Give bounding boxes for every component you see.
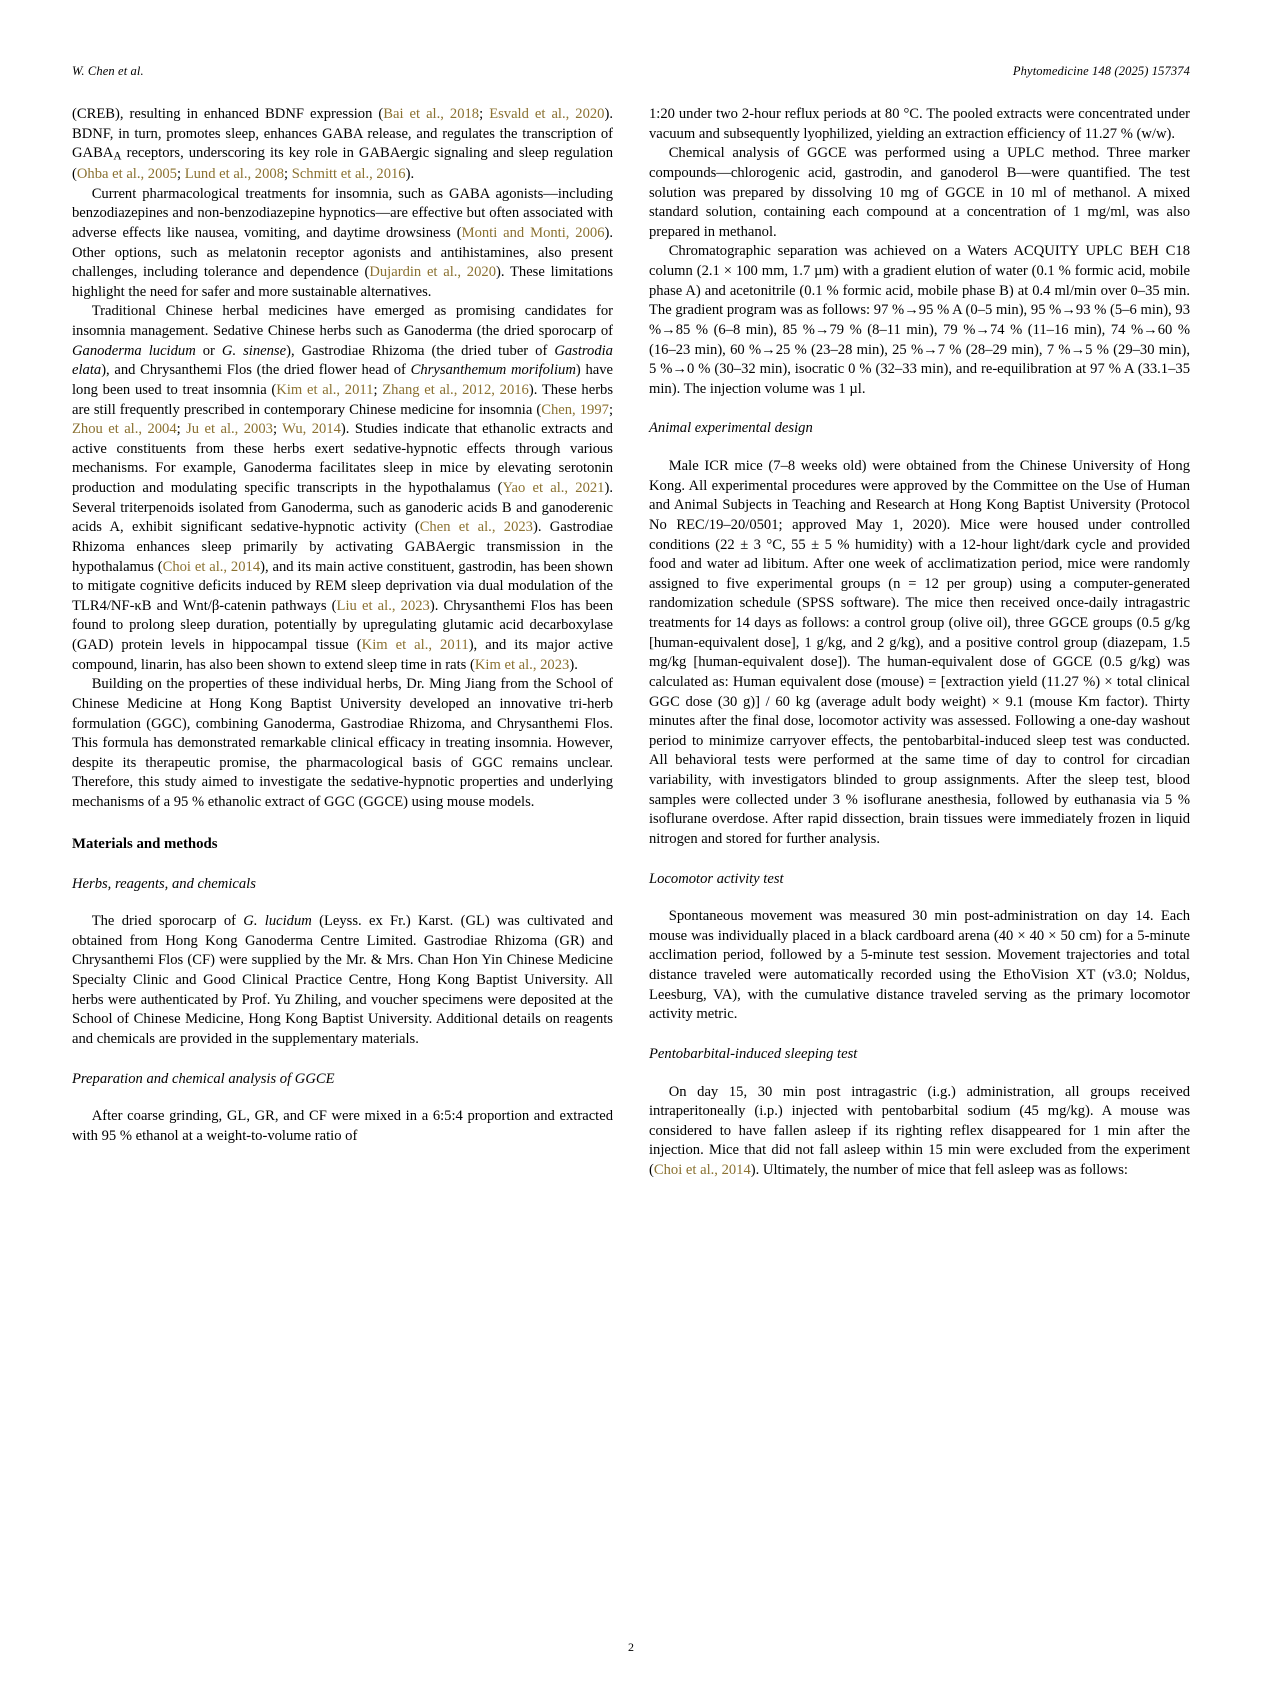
subsection-heading-animal-experimental-design: Animal experimental design: [649, 420, 813, 437]
citation-link[interactable]: Kim et al., 2011: [276, 381, 374, 398]
paragraph: Chemical analysis of GGCE was performed using a UPLC method. Three marker compounds—chlorogenic acid, gastrodin, and ganoderol B—were quantified. The test solution was prepared by dissolving 10 mg of GGCE in 10 ml of methanol. A mixed standard solution, containing each compound at a concentration of 1 mg/ml, was also prepared in methanol.: [649, 145, 1190, 240]
paragraph: The dried sporocarp of G. lucidum (Leyss. ex Fr.) Karst. (GL) was cultivated and obtained from Hong Kong Ganoderma Centre Limited. Gastrodiae Rhizoma (GR) and Chrysanthemi Flos (CF) were supplied by the Mr. & Mrs. Chan Hon Yin Chinese Medicine Specialty Clinic and Good Clinical Practice Centre, Hong Kong Baptist University. All herbs were authenticated by Prof. Yu Zhiling, and voucher specimens were deposited at the School of Chinese Medicine, Hong Kong Baptist University. Additional details on reagents and chemicals are provided in the supplementary materials.: [72, 913, 613, 1047]
right-column: [649, 105, 1190, 1181]
left-column: [72, 105, 613, 1181]
citation-link[interactable]: Bai et al., 2018: [383, 106, 480, 122]
citation-link[interactable]: Esvald et al., 2020: [489, 106, 605, 122]
citation-link[interactable]: Ju et al., 2003: [186, 421, 273, 438]
citation-link[interactable]: Ohba et al., 2005: [76, 166, 177, 183]
citation-link[interactable]: Kim et al., 2011: [361, 637, 469, 654]
paragraph: Traditional Chinese herbal medicines have emerged as promising candidates for insomnia management. Sedative Chinese herbs such as Ganoderma (the dried sporocarp of Ganoderma lucidum or G. sinense), Gastrodiae Rhizoma (the dried tuber of Gastrodia elata), and Chrysanthemi Flos (the dried flower head of Chrysanthemum morifolium) have long been used to treat insomnia (Kim et al., 2011; Zhang et al., 2012, 2016). These herbs are still frequently prescribed in contemporary Chinese medicine for insomnia (Chen, 1997; Zhou et al., 2004; Ju et al., 2003; Wu, 2014). Studies indicate that ethanolic extracts and active constituents from these herbs exert sedative-hypnotic effects through various mechanisms. For example, Ganoderma facilitates sleep in mice by elevating serotonin production and modulating specific transcripts in the hypothalamus (Yao et al., 2021). Several triterpenoids isolated from Ganoderma, such as ganoderic acids B and ganoderenic acids A, exhibit significant sedative-hypnotic activity (Chen et al., 2023). Gastrodiae Rhizoma enhances sleep primarily by activating GABAergic transmission in the hypothalamus (Choi et al., 2014), and its main active constituent, gastrodin, has been shown to mitigate cognitive deficits induced by REM sleep deprivation via dual modulation of the TLR4/NF-κB and Wnt/β-catenin pathways (Liu et al., 2023). Chrysanthemi Flos has been found to prolong sleep duration, potentially by upregulating glutamic acid decarboxylase (GAD) protein levels in hippocampal tissue (Kim et al., 2011), and its major active compound, linarin, has also been shown to extend sleep time in rats (Kim et al., 2023).: [72, 303, 614, 673]
paragraph: Building on the properties of these individual herbs, Dr. Ming Jiang from the School of Chinese Medicine at Hong Kong Baptist University developed an innovative tri-herb formulation (GGC), combining Ganoderma, Gastrodiae Rhizoma, and Chrysanthemi Flos. This formula has demonstrated remarkable clinical efficacy in treating insomnia. However, despite its therapeutic promise, the pharmacological basis of GGC remains unclear. Therefore, this study aimed to investigate the sedative-hypnotic properties and underlying mechanisms of a 95 % ethanolic extract of GGC (GGCE) using mouse models.: [72, 676, 613, 811]
two-column-body: [72, 105, 1190, 1181]
citation-link[interactable]: Kim et al., 2023: [474, 656, 570, 673]
paragraph: Chromatographic separation was achieved on a Waters ACQUITY UPLC BEH C18 column (2.1 × 100 mm, 1.7 µm) with a gradient elution of water (0.1 % formic acid, mobile phase A) and acetonitrile (0.1 % formic acid, mobile phase B) at 0.4 ml/min over 0–35 min. The gradient program was as follows: 97 %→95 % A (0–5 min), 95 %→93 % (5–6 min), 93 %→85 % (6–8 min), 85 %→79 % (8–11 min), 79 %→74 % (11–16 min), 74 %→60 % (16–23 min), 60 %→25 % (23–28 min), 25 %→7 % (28–29 min), 7 %→5 % (29–30 min), 5 %→0 % (30–32 min), isocratic 0 % (32–33 min), and re-equilibration at 97 % A (33.1–35 min). The injection volume was 1 µl.: [649, 243, 1190, 397]
citation-link[interactable]: Schmitt et al., 2016: [291, 166, 406, 183]
paragraph: 1:20 under two 2-hour reflux periods at 80 °C. The pooled extracts were concentrated under vacuum and subsequently lyophilized, yielding an extraction efficiency of 11.27 % (w/w).: [649, 106, 1190, 142]
citation-link[interactable]: Chen et al., 2023: [419, 519, 533, 536]
citation-link[interactable]: Wu, 2014: [282, 421, 341, 438]
paragraph: On day 15, 30 min post intragastric (i.g.) administration, all groups received intraperitoneally (i.p.) injected with pentobarbital sodium (45 mg/kg). A mouse was considered to have fallen asleep if its righting reflex disappeared for 1 min after the injection. Mice that did not fall asleep within 15 min were excluded from the experiment (Choi et al., 2014). Ultimately, the number of mice that fell asleep was as follows:: [649, 1083, 1190, 1178]
subsection-heading-preparation-ggce: Preparation and chemical analysis of GGCE: [72, 1070, 335, 1087]
subsection-heading-herbs-reagents-chemicals: Herbs, reagents, and chemicals: [72, 875, 256, 892]
paragraph: Spontaneous movement was measured 30 min post-administration on day 14. Each mouse was individually placed in a black cardboard arena (40 × 40 × 50 cm) for a 5-minute acclimation period, followed by a 5-minute test session. Movement trajectories and total distance traveled were automatically recorded using the EthoVision XT (v3.0; Noldus, Leesburg, VA), with the cumulative distance traveled serving as the primary locomotor activity metric.: [649, 908, 1190, 1023]
paragraph: Male ICR mice (7–8 weeks old) were obtained from the Chinese University of Hong Kong. All experimental procedures were approved by the Committee on the Use of Human and Animal Subjects in Teaching and Research at Hong Kong Baptist University (Protocol No REC/19–20/0501; approved May 1, 2020). Mice were housed under controlled conditions (22 ± 3 °C, 55 ± 5 % humidity) with a 12-hour light/dark cycle and provided food and water ad libitum. After one week of acclimatization period, mice were randomly assigned to five experimental groups (n = 12 per group) using a computer-generated randomization schedule (SPSS software). The mice then received once-daily intragastric treatments for 14 days as follows: a control group (olive oil), three GGCE groups (0.5 g/kg [human-equivalent dose], 1 g/kg, and 2 g/kg), and a positive control group (diazepam, 1.5 mg/kg [human-equivalent dose]). The human-equivalent dose of GGCE (0.5 g/kg) was calculated as: Human equivalent dose (mouse) = [extraction yield (11.27 %) × total clinical GGC dose (30 g)] / 60 kg (average adult body weight) × 9.1 (mouse Km factor). Thirty minutes after the final dose, locomotor activity was assessed. Following a one-day washout period to minimize carryover effects, the pentobarbital-induced sleep test was conducted. All behavioral tests were performed at the same time of day to control for circadian variability, with investigators blinded to group assignments. After the sleep test, blood samples were collected under 3 % isoflurane anesthesia, followed by euthanasia via 5 % isoflurane overdose. After rapid dissection, brain tissues were immediately frozen in liquid nitrogen and stored for further analysis.: [649, 458, 1190, 847]
section-heading-materials-and-methods: Materials and methods: [72, 835, 218, 852]
paragraph: (CREB), resulting in enhanced BDNF expression (Bai et al., 2018; Esvald et al., 2020). BDNF, in turn, promotes sleep, enhances GABA release, and regulates the transcription of $GABA_A$ receptors, underscoring its key role in GABAergic signaling and sleep regulation (Ohba et al., 2005; Lund et al., 2008; Schmitt et al., 2016).: [72, 106, 613, 183]
citation-link[interactable]: Choi et al., 2014: [162, 558, 261, 575]
page-number: 2: [628, 1640, 634, 1654]
citation-link[interactable]: Yao et al., 2021: [502, 480, 605, 497]
subsection-heading-pentobarbital-sleeping-test: Pentobarbital-induced sleeping test: [649, 1045, 858, 1062]
citation-link[interactable]: Choi et al., 2014: [653, 1162, 751, 1178]
citation-link[interactable]: Monti and Monti, 2006: [461, 224, 605, 241]
citation-link[interactable]: Zhang et al., 2012, 2016: [382, 381, 529, 398]
running-head-authors: W. Chen et al.: [72, 64, 144, 78]
running-head: [72, 64, 1190, 79]
citation-link[interactable]: Zhou et al., 2004: [72, 421, 177, 438]
citation-link[interactable]: Dujardin et al., 2020: [369, 264, 496, 281]
paragraph: After coarse grinding, GL, GR, and CF were mixed in a 6:5:4 proportion and extracted with 95 % ethanol at a weight-to-volume ratio of: [72, 1108, 613, 1144]
citation-link[interactable]: Liu et al., 2023: [336, 597, 430, 614]
paragraph: Current pharmacological treatments for insomnia, such as GABA agonists—including benzodiazepines and non-benzodiazepine hypnotics—are effective but often associated with adverse effects like nausea, vomiting, and daytime drowsiness (Monti and Monti, 2006). Other options, such as melatonin receptor agonists and antihistamines, also present challenges, including tolerance and dependence (Dujardin et al., 2020). These limitations highlight the need for safer and more sustainable alternatives.: [72, 185, 614, 300]
subsection-heading-locomotor-activity-test: Locomotor activity test: [649, 870, 784, 887]
citation-link[interactable]: Chen, 1997: [541, 401, 609, 418]
running-head-journal: Phytomedicine 148 (2025) 157374: [1012, 64, 1190, 78]
citation-link[interactable]: Lund et al., 2008: [184, 166, 284, 183]
